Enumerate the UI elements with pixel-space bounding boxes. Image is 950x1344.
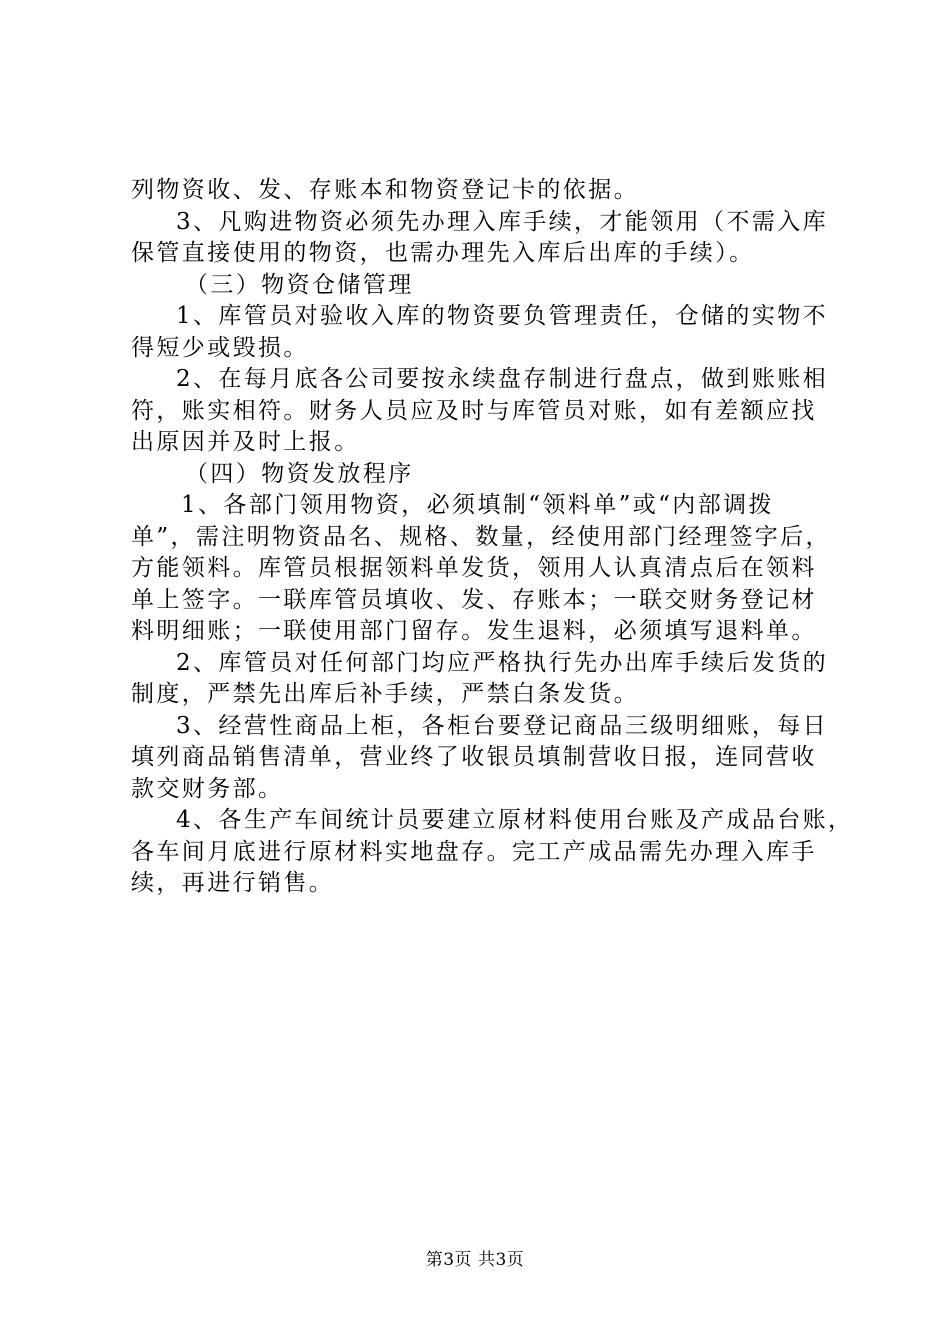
text-line: 3、凡购进物资必须先办理入库手续，才能领用（不需入库 [176,208,829,235]
page-number-footer: 第3页 共3页 [425,1250,525,1270]
text-line: 单”，需注明物资品名、规格、数量，经使用部门经理签字后， [131,523,831,550]
text-line: 4、各生产车间统计员要建立原材料使用台账及产成品台账， [176,807,854,833]
text-line: 出原因并及时上报。 [131,429,360,455]
text-line: 得短少或毁损。 [131,334,309,361]
text-line: 单上签字。一联库管员填收、发、存账本；一联交财务登记材 [131,586,817,613]
text-line: 制度，严禁先出库后补手续，严禁白条发货。 [131,681,639,707]
text-line: 1、库管员对验收入库的物资要负管理责任，仓储的实物不 [176,303,829,329]
text-line: 各车间月底进行原材料实地盘存。完工产成品需先办理入库手 [131,838,817,865]
document-body [131,175,854,900]
text-line: 款交财务部。 [131,775,284,802]
text-line: 3、经营性商品上柜，各柜台要登记商品三级明细账，每日 [176,712,829,739]
section-heading: （三）物资仓储管理 [185,271,414,298]
text-line: 1、各部门领用物资，必须填制“领料单”或“内部调拨 [181,492,774,518]
text-line: 列物资收、发、存账本和物资登记卡的依据。 [131,177,639,203]
section-heading: （四）物资发放程序 [185,460,414,487]
text-line: 料明细账；一联使用部门留存。发生退料，必须填写退料单。 [131,618,817,644]
text-line: 方能领料。库管员根据领料单发货，领用人认真清点后在领料 [131,555,817,581]
text-line: 2、库管员对任何部门均应严格执行先办出库手续后发货的 [176,649,829,676]
text-line: 符，账实相符。财务人员应及时与库管员对账，如有差额应找 [131,397,817,424]
text-line: 续，再进行销售。 [131,870,335,896]
text-line: 填列商品销售清单，营业终了收银员填制营收日报，连同营收 [131,744,817,770]
text-line: 保管直接使用的物资，也需办理先入库后出库的手续）。 [131,240,755,266]
text-line: 2、在每月底各公司要按永续盘存制进行盘点，做到账账相 [176,366,829,392]
